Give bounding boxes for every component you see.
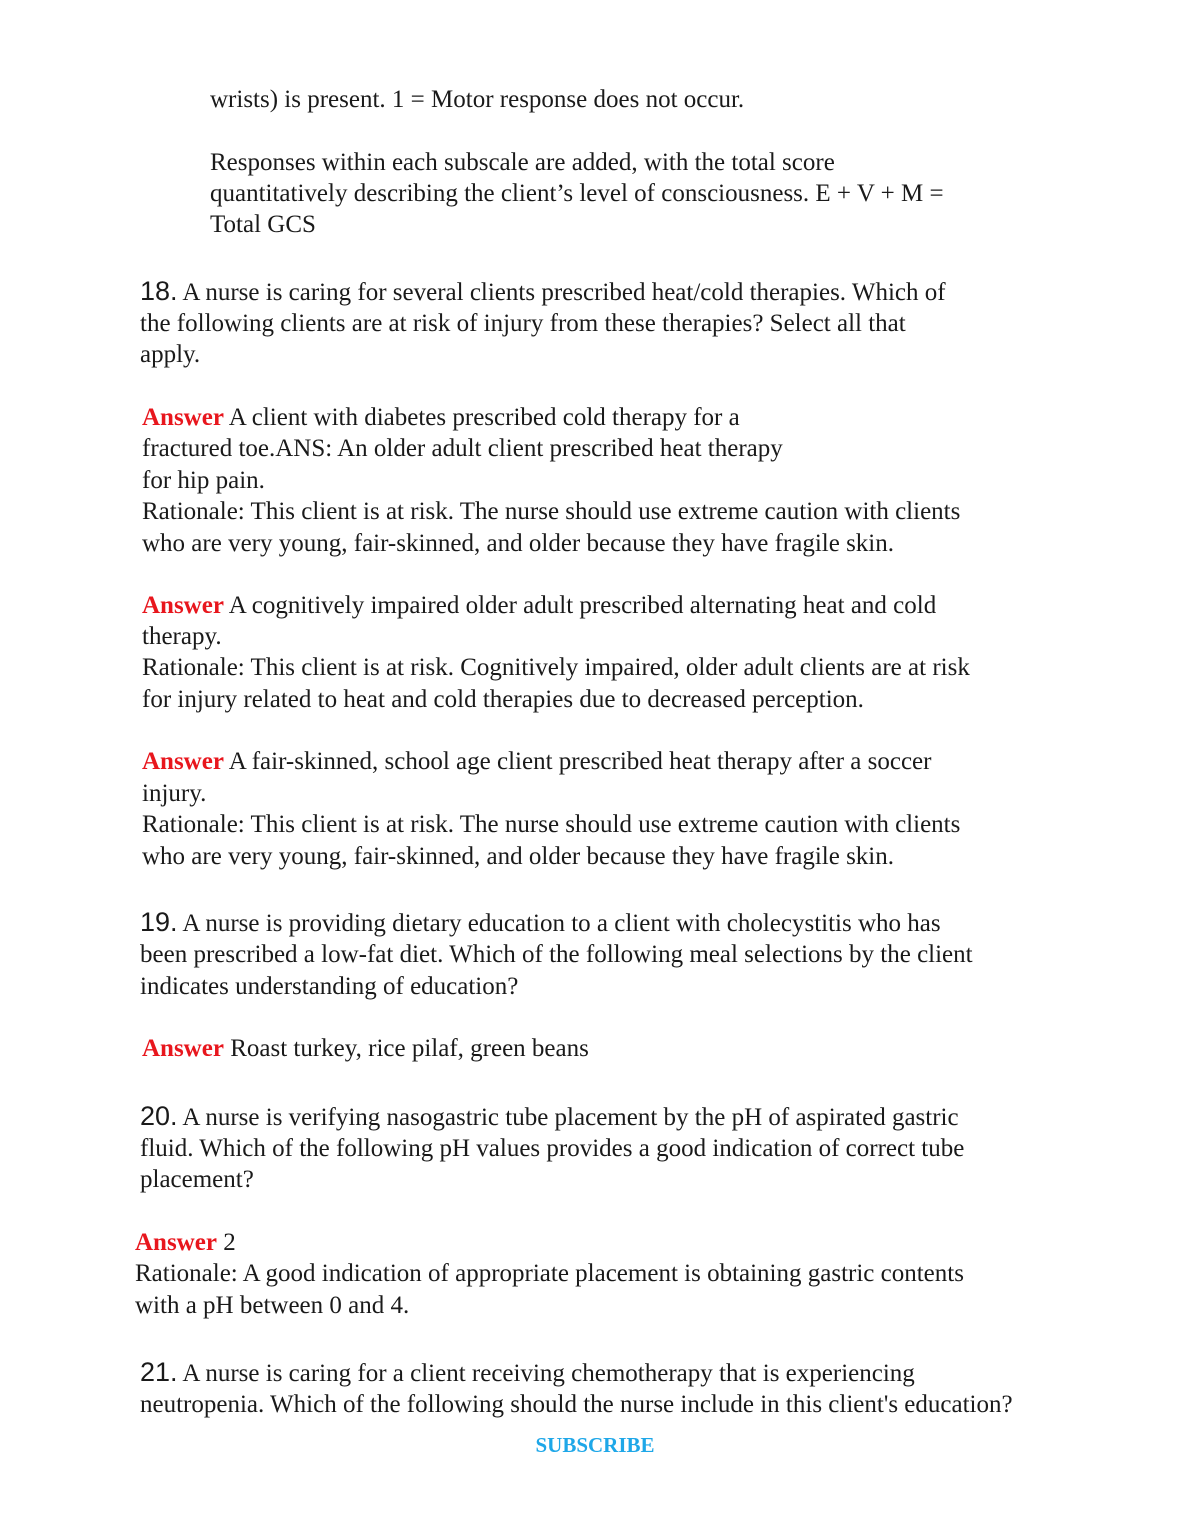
question-line: indicates understanding of education? bbox=[140, 973, 519, 1000]
answer-line bbox=[135, 1227, 236, 1258]
answer-label: Answer bbox=[135, 1229, 217, 1256]
question-line: been prescribed a low-fat diet. Which of the following meal selections by the client bbox=[140, 941, 973, 968]
answer-line: for hip pain. bbox=[142, 467, 265, 494]
answer-label: Answer bbox=[142, 748, 224, 775]
rationale-line: who are very young, fair-skinned, and older because they have fragile skin. bbox=[142, 530, 895, 557]
question-number: 20. bbox=[140, 1101, 178, 1131]
answer-text: A client with diabetes prescribed cold therapy for a bbox=[223, 404, 740, 431]
question-text: A nurse is providing dietary education to a client with cholecystitis who has bbox=[177, 910, 941, 937]
rationale-line: who are very young, fair-skinned, and older because they have fragile skin. bbox=[142, 843, 895, 870]
answer-line: therapy. bbox=[142, 623, 222, 650]
subscribe-link[interactable]: SUBSCRIBE bbox=[535, 1433, 655, 1457]
answer-line bbox=[142, 746, 931, 777]
question-number: 21. bbox=[140, 1357, 178, 1387]
answer-text: Roast turkey, rice pilaf, green beans bbox=[223, 1035, 589, 1062]
question-line: the following clients are at risk of injury from these therapies? Select all that bbox=[140, 310, 906, 337]
question-line bbox=[140, 1101, 959, 1133]
text-line: Responses within each subscale are added, with the total score bbox=[210, 149, 835, 176]
answer-text: A cognitively impaired older adult prescribed alternating heat and cold bbox=[223, 592, 937, 619]
question-line: neutropenia. Which of the following should the nurse include in this client's education? bbox=[140, 1391, 1013, 1418]
answer-line bbox=[142, 590, 936, 621]
question-line bbox=[140, 276, 946, 308]
question-text: A nurse is caring for several clients prescribed heat/cold therapies. Which of bbox=[177, 279, 946, 306]
answer-line bbox=[142, 1033, 589, 1064]
question-line: placement? bbox=[140, 1166, 254, 1193]
answer-line: fractured toe.ANS: An older adult client prescribed heat therapy bbox=[142, 435, 783, 462]
question-number: 19. bbox=[140, 907, 178, 937]
text-line: quantitatively describing the client’s level of consciousness. E + V + M = bbox=[210, 180, 944, 207]
question-line: fluid. Which of the following pH values provides a good indication of correct tube bbox=[140, 1135, 965, 1162]
rationale-line: Rationale: This client is at risk. Cognitively impaired, older adult clients are at risk bbox=[142, 654, 970, 681]
answer-line bbox=[142, 402, 740, 433]
answer-label: Answer bbox=[142, 1035, 224, 1062]
question-line bbox=[140, 1357, 915, 1389]
answer-text: 2 bbox=[216, 1229, 236, 1256]
rationale-line: Rationale: A good indication of appropriate placement is obtaining gastric contents bbox=[135, 1260, 964, 1287]
text-line: Total GCS bbox=[210, 211, 316, 238]
question-line: apply. bbox=[140, 341, 201, 368]
rationale-line: Rationale: This client is at risk. The nurse should use extreme caution with clients bbox=[142, 498, 961, 525]
answer-label: Answer bbox=[142, 592, 224, 619]
question-line bbox=[140, 907, 941, 939]
question-text: A nurse is caring for a client receiving chemotherapy that is experiencing bbox=[177, 1360, 915, 1387]
rationale-line: Rationale: This client is at risk. The nurse should use extreme caution with clients bbox=[142, 811, 961, 838]
rationale-line: with a pH between 0 and 4. bbox=[135, 1292, 410, 1319]
rationale-line: for injury related to heat and cold therapies due to decreased perception. bbox=[142, 686, 864, 713]
question-text: A nurse is verifying nasogastric tube placement by the pH of aspirated gastric bbox=[177, 1104, 959, 1131]
answer-line: injury. bbox=[142, 780, 207, 807]
text-line: wrists) is present. 1 = Motor response does not occur. bbox=[210, 86, 745, 113]
question-number: 18. bbox=[140, 276, 178, 306]
answer-label: Answer bbox=[142, 404, 224, 431]
answer-text: A fair-skinned, school age client prescribed heat therapy after a soccer bbox=[223, 748, 932, 775]
